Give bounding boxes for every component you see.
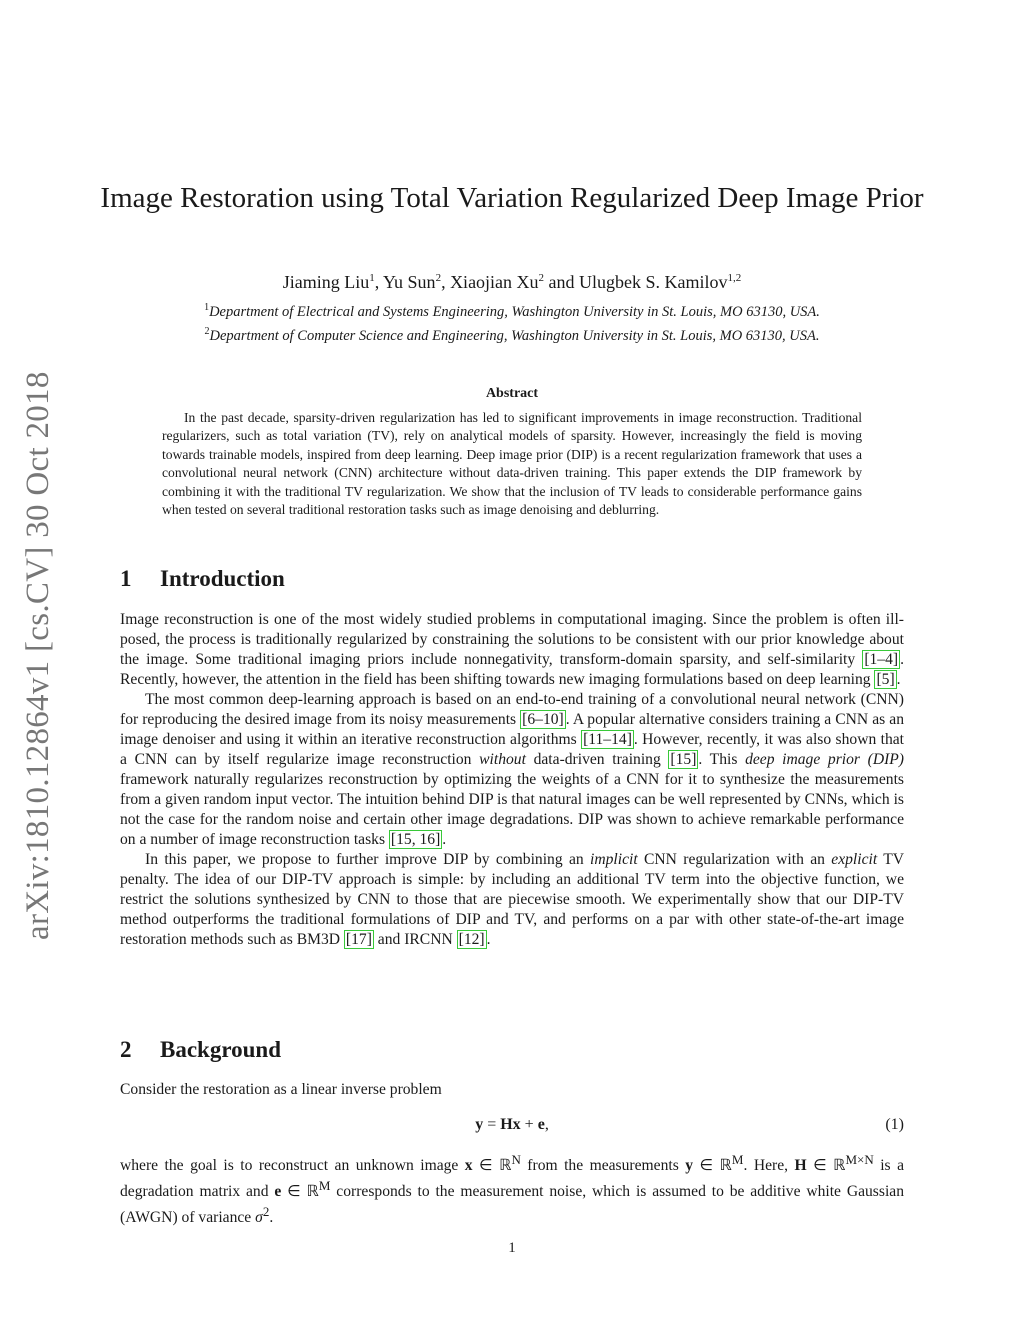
text-run: framework naturally regularizes reconstruction by optimizing the weights of a CNN for it to synthesize the measurements from a given random input vector. The intuition behind DIP is that natural images can be well represented by CNNs, which is not the case for the random noise and certain other image degradations. DIP was shown to achieve remarkable performance on a number of image reconstruction tasks (120, 771, 904, 848)
math-symbol: H (500, 1116, 513, 1133)
section-heading-introduction (120, 566, 285, 592)
text-run: and IRCNN (373, 931, 457, 948)
text-run: . Recently, however, the attention in the field has been shifting towards new imaging formulations based on deep learning (120, 651, 904, 688)
section-number: 1 (120, 566, 132, 591)
section-number: 2 (120, 1037, 132, 1062)
math-symbol: x (464, 1157, 473, 1175)
author-list (100, 272, 924, 293)
emphasis-text: without (479, 751, 526, 768)
section-heading-background (120, 1037, 281, 1063)
section-title: Introduction (160, 566, 285, 591)
text-run: In this paper, we propose to further improve DIP by combining an (145, 851, 591, 868)
equation-body (120, 1116, 904, 1134)
introduction-body (120, 610, 904, 950)
author-affiliation-mark: 2 (538, 272, 545, 284)
author-affiliation-mark: 2 (435, 272, 442, 284)
text-run: . (442, 831, 447, 848)
math-operator: ∈ ℝ (693, 1157, 732, 1175)
math-superscript: N (511, 1152, 521, 1167)
math-operator: ∈ ℝ (806, 1157, 846, 1175)
abstract-heading: Abstract (485, 386, 539, 401)
author-name: Xiaojian Xu (450, 272, 539, 292)
text-run: where the goal is to reconstruct an unknown image (120, 1157, 465, 1175)
text-run: is a degradation matrix and (120, 1157, 905, 1201)
math-superscript: M (318, 1178, 331, 1194)
citation-link[interactable]: [15] (670, 751, 697, 768)
affiliation-mark: 1 (204, 302, 210, 313)
math-operator: = (483, 1116, 501, 1133)
author-affiliation-mark: 1,2 (727, 272, 742, 284)
author-separator: , (374, 272, 384, 292)
affiliation-text: Department of Computer Science and Engineering, Washington University in St. Louis, MO 63130, USA. (209, 327, 820, 344)
citation-link[interactable]: [1–4] (864, 651, 899, 668)
math-symbol: H (794, 1157, 807, 1175)
section-title: Background (160, 1037, 282, 1062)
emphasis-text: deep image prior (DIP) (745, 751, 905, 768)
math-symbol: σ (255, 1209, 263, 1227)
paragraph (120, 850, 904, 950)
math-operator: + (520, 1116, 538, 1133)
paragraph (120, 1150, 904, 1229)
author-name: Yu Sun (383, 272, 436, 292)
arxiv-identifier-stamp: arXiv:1810.12864v1 [cs.CV] 30 Oct 2018 (20, 371, 56, 940)
math-superscript: M×N (845, 1152, 874, 1167)
math-symbol: x (512, 1116, 521, 1133)
text-run: . (896, 671, 901, 688)
text-run: . (486, 931, 491, 948)
emphasis-text: implicit (590, 851, 638, 868)
citation-link[interactable]: [15, 16] (390, 831, 441, 848)
affiliation-text: Department of Electrical and Systems Engineering, Washington University in St. Louis, MO 63130, USA. (209, 303, 820, 320)
citation-link[interactable]: [5] (876, 671, 895, 688)
affiliation (100, 302, 924, 321)
text-run: corresponds to the measurement noise, which is assumed to be additive white Gaussian (AWGN) of variance (120, 1183, 904, 1227)
math-operator: ∈ ℝ (281, 1183, 319, 1201)
background-body (120, 1150, 904, 1229)
affiliation (100, 326, 924, 345)
affiliation-mark: 2 (204, 326, 210, 337)
text-run: data-driven training (525, 751, 669, 768)
text-run: . (269, 1209, 274, 1227)
author-name: Ulugbek S. Kamilov (579, 272, 728, 292)
author-affiliation-mark: 1 (369, 272, 375, 284)
text-run: TV penalty. The idea of our DIP-TV approach is simple: by including an additional TV term into the objective function, we restrict the solutions synthesized by CNN to those that are piecewise smooth. We experimentally show that our DIP-TV method outperforms the traditional formulations of DIP and TV, and performs on a par with other state-of-the-art image restoration methods such as BM3D (120, 851, 905, 948)
equation-number: (1) (885, 1116, 904, 1133)
math-superscript: M (731, 1152, 744, 1167)
math-symbol: e (274, 1183, 282, 1201)
math-punctuation: , (544, 1116, 549, 1133)
text-run: CNN regularization with an (637, 851, 832, 868)
citation-link[interactable]: [17] (345, 931, 372, 948)
background-lead-text: Consider the restoration as a linear inverse problem (120, 1081, 442, 1098)
math-superscript: 2 (262, 1204, 270, 1220)
text-run: . However, recently, it was also shown that a CNN can by itself regularize image reconstruction (120, 731, 904, 768)
page-number: 1 (508, 1240, 516, 1256)
math-symbol: y (475, 1116, 484, 1133)
text-run: . This (698, 751, 746, 768)
citation-link[interactable]: [12] (458, 931, 485, 948)
paragraph (120, 690, 904, 850)
text-run: . Here, (743, 1157, 795, 1175)
author-separator: , (441, 272, 451, 292)
citation-link[interactable]: [11–14] (583, 731, 632, 748)
abstract-text: In the past decade, sparsity-driven regularization has led to significant improvements in image reconstruction. Traditional regularizers, such as total variation (TV), rely on analytical models of sparsity. However, increasingly the field is moving towards trainable models, inspired from deep learning. Deep image prior (DIP) is a recent regularization framework that uses a convolutional neural network (CNN) architecture without data-driven training. This paper extends the DIP framework by combining it with the traditional TV regularization. We show that the inclusion of TV leads to considerable performance gains when tested on several traditional restoration tasks such as image denoising and deblurring. (162, 410, 862, 518)
math-symbol: e (537, 1116, 545, 1133)
text-run: Image reconstruction is one of the most widely studied problems in computational imaging. Since the problem is often ill-posed, the process is traditionally regularized by constraining the solutions to be consistent with our prior knowledge about the image. Some traditional imaging priors include nonnegativity, transform-domain sparsity, and self-similarity (120, 611, 904, 668)
text-run: The most common deep-learning approach is based on an end-to-end training of a convolutional neural network (CNN) for reproducing the desired image from its noisy measurements (120, 691, 904, 728)
math-symbol: y (685, 1157, 694, 1175)
author-name: Jiaming Liu (282, 272, 370, 292)
citation-link[interactable]: [6–10] (522, 711, 564, 728)
text-run: from the measurements (520, 1157, 686, 1175)
author-separator: and (544, 272, 580, 292)
emphasis-text: explicit (831, 851, 878, 868)
paragraph (120, 610, 904, 690)
paper-title: Image Restoration using Total Variation Regularized Deep Image Prior (100, 182, 924, 214)
text-run: . A popular alternative considers training a CNN as an image denoiser and using it within an iterative reconstruction algorithms (120, 711, 904, 748)
math-operator: ∈ ℝ (472, 1157, 512, 1175)
